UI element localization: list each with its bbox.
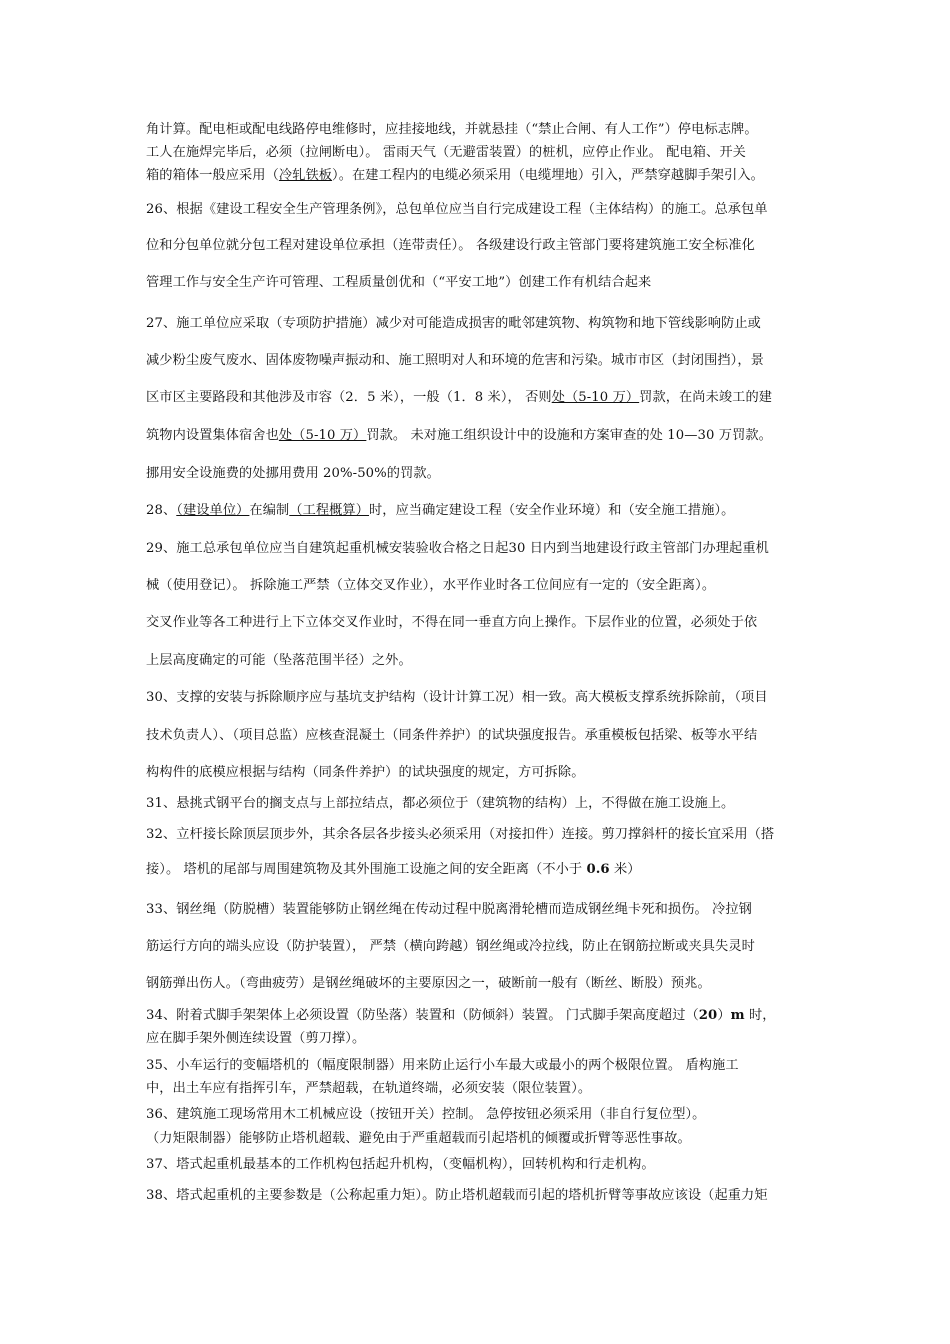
text-line: 31、悬挑式钢平台的搁支点与上部拉结点，都必须位于（建筑物的结构）上，不得做在施工设施上。 xyxy=(146,796,735,811)
text-line: 构构件的底模应根据与结构（同条件养护）的试块强度的规定，方可拆除。 xyxy=(146,765,585,780)
bold-value: 0.6 xyxy=(586,862,610,877)
underlined-answer: （建设单位） xyxy=(176,503,250,518)
text-segment: 34、附着式脚手架架体上必须设置（防坠落）装置和（防倾斜）装置。 门式脚手架高度超过（ xyxy=(146,1008,699,1023)
text-line: 筋运行方向的端头应设（防护装置）， 严禁（横向跨越）钢丝绳或冷拉线，防止在钢筋拉断或夹具失灵时 xyxy=(146,939,755,954)
text-line: 钢筋弹出伤人。（弯曲疲劳）是钢丝绳破坏的主要原因之一，破断前一般有（断丝、断股）预兆。 xyxy=(146,976,711,991)
text-line xyxy=(146,861,811,879)
text-line: 35、小车运行的变幅塔机的（幅度限制器）用来防止运行小车最大或最小的两个极限位置。 盾构施工 xyxy=(146,1058,739,1073)
text-line: 33、钢丝绳（防脱槽）装置能够防止钢丝绳在传动过程中脱离滑轮槽而造成钢丝绳卡死和损伤。 冷拉钢 xyxy=(146,902,752,917)
text-segment: 米） xyxy=(609,862,641,877)
text-line: 36、建筑施工现场常用木工机械应设（按钮开关）控制。 急停按钮必须采用（非自行复位型）。 xyxy=(146,1107,706,1122)
text-line: 37、塔式起重机最基本的工作机构包括起升机构，（变幅机构），回转机构和行走机构。 xyxy=(146,1157,655,1172)
text-line xyxy=(146,389,811,407)
text-line: 26、根据《建设工程安全生产管理条例》，总包单位应当自行完成建设工程（主体结构）的施工。总承包单 xyxy=(146,202,768,217)
text-line: 应在脚手架外侧连续设置（剪刀撑）。 xyxy=(146,1031,366,1046)
text-line: 角计算。配电柜或配电线路停电维修时，应挂接地线，并就悬挂（“禁止合闸、有人工作”）停电标志牌。 xyxy=(146,122,758,137)
text-line: （力矩限制器）能够防止塔机超载、避免由于严重超载而引起塔机的倾覆或折臂等恶性事故。 xyxy=(146,1131,691,1146)
text-line: 上层高度确定的可能（坠落范围半径）之外。 xyxy=(146,653,412,668)
text-line: 29、施工总承包单位应当自建筑起重机械安装验收合格之日起30 日内到当地建设行政主管部门办理起重机 xyxy=(146,541,769,556)
underlined-answer: （工程概算） xyxy=(289,503,370,518)
text-line: 交叉作业等各工种进行上下立体交叉作业时，不得在同一垂直方向上操作。下层作业的位置，必须处于依 xyxy=(146,615,758,630)
text-line: 械（使用登记）。 拆除施工严禁（立体交叉作业），水平作业时各工位间应有一定的（安全距离）。 xyxy=(146,578,716,593)
text-line: 工人在施焊完毕后，必须（拉闸断电）。 雷雨天气（无避雷装置）的桩机，应停止作业。 配电箱、开关 xyxy=(146,145,746,160)
text-line xyxy=(146,502,811,520)
text-segment: 在编制 xyxy=(249,503,290,518)
text-segment: 时， xyxy=(744,1008,776,1023)
text-line: 管理工作与安全生产许可管理、工程质量创优和（“平安工地”）创建工作有机结合起来 xyxy=(146,275,652,290)
text-line: 减少粉尘废气废水、固体废物噪声振动和、施工照明对人和环境的危害和污染。城市市区（封闭围挡），景 xyxy=(146,353,764,368)
text-line: 27、施工单位应采取（专项防护措施）减少对可能造成损害的毗邻建筑物、构筑物和地下管线影响防止或 xyxy=(146,316,761,331)
text-line: 38、塔式起重机的主要参数是（公称起重力矩）。防止塔机超载而引起的塔机折臂等事故应该设（起重力矩 xyxy=(146,1188,768,1203)
text-line: 32、立杆接长除顶层顶步外，其余各层各步接头必须采用（对接扣件）连接。剪刀撑斜杆的接长宜采用（搭 xyxy=(146,827,775,842)
bold-value: 20 xyxy=(698,1008,718,1023)
text-line xyxy=(146,427,811,445)
underlined-answer: 处（5-10 万） xyxy=(278,428,367,443)
text-segment: 箱的箱体一般应采用（ xyxy=(146,168,279,183)
underlined-answer: 冷轧铁板 xyxy=(278,168,333,183)
text-segment: 罚款，在尚未竣工的建 xyxy=(639,390,773,405)
text-line: 中，出土车应有指挥引车，严禁超载，在轨道终端，必须安装（限位装置）。 xyxy=(146,1081,592,1096)
bold-unit: m xyxy=(730,1008,745,1023)
text-line: 挪用安全设施费的处挪用费用 20%-50%的罚款。 xyxy=(146,466,440,481)
text-segment: 28、 xyxy=(146,503,177,518)
text-segment: 筑物内设置集体宿舍也 xyxy=(146,428,279,443)
text-line: 30、支撑的安装与拆除顺序应与基坑支护结构（设计计算工况）相一致。高大模板支撑系统拆除前，（项目 xyxy=(146,690,768,705)
text-segment: ） xyxy=(717,1008,731,1023)
text-segment: 区市区主要路段和其他涉及市容（2．5 米），一般（1．8 米）， 否则 xyxy=(146,390,552,405)
text-line: 技术负责人）、（项目总监）应核查混凝土（同条件养护）的试块强度报告。承重模板包括梁、板等水平结 xyxy=(146,728,758,743)
text-segment: 罚款。 未对施工组织设计中的设施和方案审查的处 10—30 万罚款。 xyxy=(366,428,772,443)
text-line xyxy=(146,1007,811,1025)
text-line xyxy=(146,167,811,185)
text-segment: ）。在建工程内的电缆必须采用（电缆埋地）引入，严禁穿越脚手架引入。 xyxy=(332,168,764,183)
text-line: 位和分包单位就分包工程对建设单位承担（连带责任）。 各级建设行政主管部门要将建筑施工安全标准化 xyxy=(146,238,755,253)
text-segment: 接）。 塔机的尾部与周围建筑物及其外围施工设施之间的安全距离（不小于 xyxy=(146,862,587,877)
underlined-answer: 处（5-10 万） xyxy=(551,390,640,405)
text-segment: 时，应当确定建设工程（安全作业环境）和（安全施工措施）。 xyxy=(369,503,735,518)
